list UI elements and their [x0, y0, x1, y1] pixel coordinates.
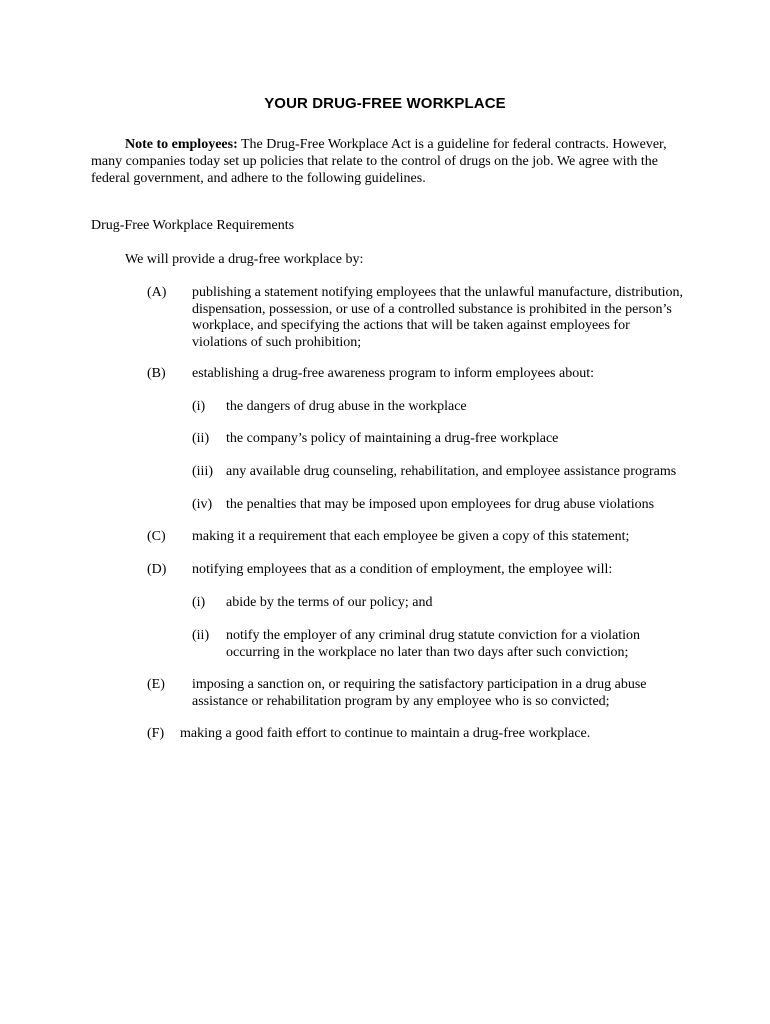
document-title: YOUR DRUG-FREE WORKPLACE — [264, 95, 506, 112]
note-paragraph — [91, 136, 681, 187]
item-marker: (C) — [147, 529, 166, 544]
note-label: Note to employees: — [125, 137, 238, 152]
sub-item-text: the penalties that may be imposed upon employees for drug abuse violations — [226, 497, 655, 512]
item-marker: (A) — [147, 285, 167, 300]
item-text: imposing a sanction on, or requiring the satisfactory participation in a drug abuse assistance or rehabilitation program by any employee who is so convicted; — [192, 677, 647, 709]
section-heading: Drug-Free Workplace Requirements — [91, 218, 295, 233]
sub-item-marker: (iii) — [192, 464, 213, 479]
sub-item-marker: (i) — [192, 399, 206, 414]
item-text: making a good faith effort to continue to maintain a drug-free workplace. — [180, 726, 591, 741]
sub-item-marker: (ii) — [192, 628, 210, 643]
note-text: The Drug-Free Workplace Act is a guideline for federal contracts. However, many companies today set up policies that relate to the control of drugs on the job. We agree with the federal government, and adhere to the following guidelines. — [91, 137, 667, 186]
item-text: establishing a drug-free awareness program to inform employees about: — [192, 366, 594, 381]
sub-item-marker: (ii) — [192, 431, 210, 446]
sub-item-text: notify the employer of any criminal drug statute conviction for a violation occurring in the workplace no later than two days after such conviction; — [226, 628, 641, 660]
sub-item-marker: (iv) — [192, 497, 213, 512]
sub-item-text: the company’s policy of maintaining a drug-free workplace — [226, 431, 559, 446]
item-text: notifying employees that as a condition of employment, the employee will: — [192, 562, 613, 577]
item-marker: (E) — [147, 677, 165, 692]
item-text: publishing a statement notifying employees that the unlawful manufacture, distribution, dispensation, possession, or use of a controlled substance is prohibited in the person’s workplace, and specifying the actions that will be taken against employees for violations of such prohibition; — [192, 285, 684, 350]
intro-text: We will provide a drug-free workplace by: — [125, 252, 364, 267]
item-marker: (B) — [147, 366, 166, 381]
sub-item-text: abide by the terms of our policy; and — [226, 595, 433, 610]
item-marker: (D) — [147, 562, 167, 577]
sub-item-text: the dangers of drug abuse in the workplace — [226, 399, 467, 414]
item-text: making it a requirement that each employee be given a copy of this statement; — [192, 529, 630, 544]
item-marker: (F) — [147, 726, 165, 741]
sub-item-marker: (i) — [192, 595, 206, 610]
sub-item-text: any available drug counseling, rehabilitation, and employee assistance programs — [226, 464, 677, 479]
